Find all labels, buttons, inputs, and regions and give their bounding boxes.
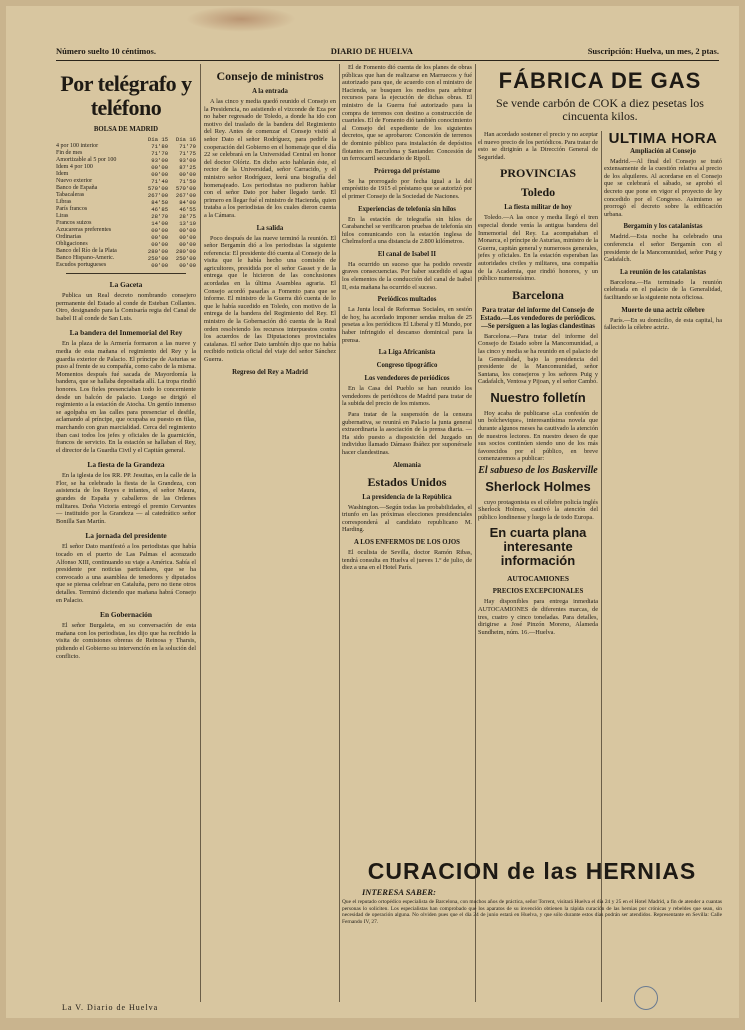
section-title: La fiesta de la Grandeza bbox=[87, 460, 165, 470]
column-2 bbox=[204, 64, 336, 1002]
article-text: Ha ocurrido un suceso que ha podido revestir graves consecuencias. Por haber sucedido el agua los elementos de la conducción del canal de Isabel II, esta mañana ha ocurrido el suceso. bbox=[342, 260, 472, 291]
bolsa-label: Liras bbox=[56, 213, 69, 219]
section-title: La fiesta militar de hoy bbox=[504, 204, 572, 212]
section-title: La presidencia de la República bbox=[362, 493, 452, 501]
column-rule bbox=[200, 64, 201, 1002]
bolsa-value: 250'00 bbox=[147, 255, 169, 262]
article-text: El señor Burgaleta, en su conversación de esta mañana con los periodistas, les dijo que ha recibido la visita de comisiones obreras de Reinosa y Tharsis, pidiendo el Gobierno su intervención en la solución del conflicto. bbox=[56, 622, 196, 660]
bolsa-row bbox=[56, 150, 196, 157]
novel-title: El sabueso de los Baskerville bbox=[478, 465, 598, 477]
article-text: Se ha prorrogado por fecha igual a la del empréstito de 1915 el préstamo que se autorizó por el primer Consejo de la Sociedad de Naciones. bbox=[342, 177, 472, 200]
bolsa-value: 280'00 bbox=[147, 248, 169, 255]
bolsa-value: 250'00 bbox=[175, 255, 196, 262]
bolsa-label: Azucareras preferentes bbox=[56, 227, 112, 233]
bolsa-value: 71'80 bbox=[151, 143, 169, 150]
bolsa-value: 570'00 bbox=[147, 185, 169, 192]
article-text: En la estación de telegrafía sin hilos de Carabanchel se verificaron pruebas de telefonía sin hilos comunicando con la estación inglesa de Chelmsford a una distancia de 2.800 kilómetros. bbox=[342, 215, 472, 246]
article-text: El oculista de Sevilla, doctor Ramón Ribas, tendrá consulta en Huelva el jueves 1.º de julio, de diez a una en el Hotel París. bbox=[342, 548, 472, 572]
bolsa-label: Fin de mes bbox=[56, 150, 83, 156]
bolsa-label: Obligaciones bbox=[56, 241, 88, 247]
folletin-title: Nuestro folletín bbox=[490, 389, 586, 405]
bolsa-value: 71'50 bbox=[179, 178, 196, 185]
bolsa-value: 00'00 bbox=[151, 227, 169, 234]
section-title: Estados Unidos bbox=[367, 474, 447, 489]
bolsa-label: Ordinarias bbox=[56, 234, 82, 240]
section-title: Ampliación al Consejo bbox=[630, 147, 696, 155]
bolsa-row bbox=[56, 234, 196, 241]
column-5 bbox=[604, 131, 722, 843]
bolsa-label: 4 por 100 interior bbox=[56, 143, 99, 149]
section-title: La jornada del presidente bbox=[85, 531, 167, 541]
column-rule bbox=[339, 64, 340, 1002]
bolsa-row bbox=[56, 255, 196, 262]
section-title: La Liga Africanista bbox=[378, 349, 436, 357]
novel-title: Sherlock Holmes bbox=[485, 478, 591, 494]
headline-telegrafo: Por telégrafo y teléfono bbox=[60, 71, 192, 120]
article-text: La Junta local de Reformas Sociales, en sesión de hoy, ha acordado imponer sendas multas de 25 pesetas a los periódicos El Liberal y El Mundo, por haber infringido el descanso dominical para la prensa. bbox=[342, 306, 472, 344]
provincias-title: PROVINCIAS bbox=[499, 166, 576, 181]
section-title: Alemania bbox=[393, 461, 421, 469]
article-text: Madrid.—Esta noche ha celebrado una conferencia el señor Bergamín con el presidente de la Mancomunidad, señor Puig y Cadafalch. bbox=[604, 233, 722, 264]
bolsa-row bbox=[56, 220, 196, 227]
section-title: La salida bbox=[256, 224, 284, 232]
section-title: Experiencias de telefonía sin hilos bbox=[358, 205, 456, 213]
bolsa-row bbox=[56, 241, 196, 248]
article-text: Para tratar de la suspensión de la censura gubernativa, se reunirá en Palacio la junta general extraordinaria la asociación de la prensa diaria. —Ha sido puesto a disposición del Juzgado un individuo llamado Dámaso Ibáñez por suponérsele hacer clandestinas. bbox=[342, 411, 472, 456]
bolsa-row bbox=[56, 185, 196, 192]
article-text: Han acordado sostener el precio y no aceptar el nuevo precio de los periódicos. Para tratar de esto se dirigirán a la Dirección General de Seguridad. bbox=[478, 131, 598, 161]
masthead-title: DIARIO DE HUELVA bbox=[330, 46, 413, 56]
article-text: Washington.—Según todas las probabilidades, el triunfo en las próximas elecciones presidenciales corresponderá al candidato republicano M. Harding. bbox=[342, 503, 472, 534]
column-1 bbox=[56, 64, 196, 1002]
section-title: A la entrada bbox=[252, 88, 288, 95]
bolsa-header-cell: Día 16 bbox=[175, 136, 196, 143]
bolsa-row bbox=[56, 248, 196, 255]
section-title: A LOS ENFERMOS DE LOS OJOS bbox=[354, 538, 460, 546]
ultima-hora-title: ULTIMA HORA bbox=[608, 131, 718, 147]
bolsa-row bbox=[56, 262, 196, 269]
article-text: Poco después de las nueve terminó la reunión. El señor Bergamín dió a los periodistas la siguiente referencia: El presidente dió cuenta al Consejo de la visita que le había hecho una comisión de agricultores, presidida por el señor Gasset y de la entrega que le hicieron de las conclusiones acordadas en la última Asamblea agraria. El Consejo acordó pasarlas a Fomento para que se informe. El ministro de la Guerra dió cuenta de lo que le había sucedido en Toledo, con motivo de la entrega de la bandera del Regimiento del Rey. El ministro de la Gobernación dió cuenta de la Real orden resolviendo los recursos interpuestos contra los acuerdos de las Diputaciones provinciales catalanas. El señor Dato también dijo que no había recibido noticia oficial del viaje del señor Sánchez Guerra. bbox=[204, 234, 336, 363]
bolsa-value: 00'00 bbox=[179, 171, 196, 178]
section-title: Periódicos multados bbox=[377, 296, 437, 304]
masthead-price: Número suelto 10 céntimos. bbox=[56, 46, 156, 56]
divider bbox=[66, 273, 186, 274]
article-text: El señor Dato manifestó a los periodistas que había tocado en el puerto de Las Palmas el acorazado Alfonso XIII, continuando su viaje a América. Sabía el presidente por noticias particulares, que se ha convocado a una asamblea de tenedores y diputados que se piensa celebrar en Cataluña, pero no tiene otros detalles. Terminó diciendo que mañana habrá Consejo en Palacio. bbox=[56, 543, 196, 604]
bolsa-value: 87'25 bbox=[179, 164, 196, 171]
section-title: La Gaceta bbox=[109, 280, 143, 289]
article-text: Toledo.—A las once y media llegó el tren especial donde venía la antigua bandera del Inmemorial del Rey. La acompañaban el Monarca, el príncipe de Asturias, ministro de la Guerra, capitán general y numerosos generales, jefes y oficiales. En la estación esperaban las autoridades civiles y militares, una compañía de la Academia, que rindió honores, y un público numerosísimo. bbox=[478, 214, 598, 283]
bolsa-header-row bbox=[56, 136, 196, 143]
ad-title: FÁBRICA DE GAS bbox=[498, 68, 702, 93]
cuarta-plana: En cuarta plana interesante información bbox=[489, 525, 587, 569]
article-text: Barcelona.—Ha terminado la reunión celebrada en el palacio de la Generalidad, facilitando se la siguiente nota oficiosa. bbox=[604, 278, 722, 301]
hernias-ad bbox=[342, 858, 722, 1002]
bolsa-value: 00'00 bbox=[151, 171, 169, 178]
bolsa-value: 71'70 bbox=[179, 143, 196, 150]
autocamiones-title: AUTOCAMIONES bbox=[507, 574, 569, 584]
bolsa-value: 71'40 bbox=[151, 178, 169, 185]
bolsa-value: 46'85 bbox=[151, 206, 169, 213]
masthead bbox=[56, 46, 719, 61]
bolsa-value: 00'00 bbox=[179, 227, 196, 234]
article-text: Publica un Real decreto nombrando consejero permanente del Estado al conde de Esteban Collantes. Otro, designando para la Comisaría regia del Canal de Isabel II al conde de San Luis. bbox=[56, 292, 196, 322]
library-stamp bbox=[634, 986, 658, 1010]
bolsa-label: Idem bbox=[56, 171, 69, 177]
bolsa-row bbox=[56, 171, 196, 178]
article-text: En la Casa del Pueblo se han reunido los vendedores de periódicos de Madrid para tratar de la subida del precio de los mismos. bbox=[342, 385, 472, 408]
section-title: Bergamín y los catalanistas bbox=[623, 223, 703, 231]
ink-stain bbox=[186, 6, 296, 32]
bolsa-label: Banco de España bbox=[56, 185, 98, 191]
bolsa-value: 46'55 bbox=[179, 206, 196, 213]
hernias-text: Que el reputado ortopédico especialista de Barcelona, con muchos años de práctica, señor Torrent, visitará Huelva el día 24 y 25 en el Hotel Madrid, a fin de atender a cuantas personas lo soliciten. Los especialistas han comprobado que los aparatos de su invención obtienen la rápida curación de las hernias por crónicas y rebeldes que sean, sin necesidad de operación alguna. No olviden pues que el día 24 de junio estará en Huelva, y que sólo durante estos días podrán ser atendidos. Representante en Sevilla: Calle Fernando IV, 27. bbox=[342, 899, 722, 925]
ad-text: Se vende carbón de COK a diez pesetas los cincuenta kilos. bbox=[496, 96, 704, 123]
bolsa-table bbox=[56, 136, 196, 269]
hernias-subtitle: INTERESA SABER: bbox=[362, 887, 436, 897]
bolsa-value: 84'50 bbox=[151, 199, 169, 206]
bolsa-value: 28'70 bbox=[151, 213, 169, 220]
article-text: Hay disponibles para entrega inmediata AUTOCAMIONES de diferentes marcas, de tres, cuatro y cinco toneladas. Para detalles, dirigirse a José Pinzón Moreno, Alameda Sundheim, núm. 16.—Huelva. bbox=[478, 598, 598, 636]
section-title: Congreso tipográfico bbox=[376, 362, 438, 370]
bolsa-row bbox=[56, 157, 196, 164]
bolsa-label: Banco Hispano-Americ. bbox=[56, 255, 115, 261]
bolsa-label: Idem 4 por 100 bbox=[56, 164, 93, 170]
section-title: Los vendedores de periódicos bbox=[364, 375, 450, 383]
bolsa-row bbox=[56, 143, 196, 150]
page-footer: La V. Diario de Huelva bbox=[62, 1003, 159, 1012]
section-title: Para tratar del informe del Consejo de Estado.—Los vendedores de periódicos.—Se persiguen a las logias clandestinas bbox=[480, 306, 596, 330]
section-title: La reunión de los catalanistas bbox=[620, 268, 706, 276]
article-text: París.—En su domicilio, de esta capital, ha fallecido la célebre actriz. bbox=[604, 316, 722, 332]
section-title: En Gobernación bbox=[100, 610, 152, 620]
bolsa-value: 71'70 bbox=[151, 150, 169, 157]
bolsa-label: París francos bbox=[56, 206, 88, 212]
bolsa-value: 267'00 bbox=[175, 192, 196, 199]
bolsa-value: 93'00 bbox=[151, 157, 169, 164]
section-title: El canal de Isabel II bbox=[377, 250, 437, 258]
bolsa-row bbox=[56, 178, 196, 185]
article-text: cuyo protagonista es el célebre policía inglés Sherlock Holmes, cautivó la atención del público londinense y luego la de todo Europa. bbox=[478, 498, 598, 521]
hernias-title: CURACION de las HERNIAS bbox=[367, 858, 697, 884]
article-text: En la plaza de la Armería formaron a las nueve y media de esta mañana el regimiento del Rey y la guardia exterior de Palacio. El príncipe de Asturias se puso al frente de su compañía, como cabo de la misma. Momentos después fué sacada de Mayordomía la bandera, que se hallaba depositada allí. La tropa rindió honores. Los fieles presenciaban todo lo concerniente desde un balcón de palacio. Luego se dirigió el regimiento a la estación de Atocha. Un gentío inmenso se agolpaba en las calles para presenciar el desfile, aclamando al príncipe, que ocupaba su puesto en filas, marchando con gran marcialidad. Cerca del regimiento iban casi todos los jefes y oficiales de la guarnición, francos de servicio. En la estación se hallaban el Rey, el director de la Guardia Civil y el Capitán general. bbox=[56, 340, 196, 454]
bolsa-value: 28'75 bbox=[179, 213, 196, 220]
article-text: El de Fomento dió cuenta de los planes de obras públicas que han de realizarse en Marruecos y fué autorizado para que, de acuerdo con el ministro de Hacienda, se busquen los medios para arbitrar recursos para la ejecución de dichas obras. El ministro de la Guerra fué autorizado para la compra de terrenos con destino a construcción de cuarteles. El de Fomento dió también conocimiento al Consejo del expediente de los siguientes decretos, que se aprobaron: Concesión de terrenos de dominio público para instalación de depósitos flotantes en Barcelona y Santander. Concesión de un ferrocarril secundario de Ripoll. bbox=[342, 64, 472, 163]
bolsa-value: 267'00 bbox=[147, 192, 169, 199]
bolsa-value: 00'00 bbox=[151, 164, 169, 171]
headline-consejo: Consejo de ministros bbox=[216, 69, 324, 83]
bolsa-row bbox=[56, 199, 196, 206]
bolsa-row bbox=[56, 164, 196, 171]
bolsa-value: 00'00 bbox=[151, 262, 169, 269]
bolsa-value: 280'00 bbox=[175, 248, 196, 255]
bolsa-label: Banco del Río de la Plata bbox=[56, 248, 117, 254]
bolsa-value: 00'00 bbox=[179, 234, 196, 241]
article-text: Barcelona.—Para tratar del informe del Consejo de Estado sobre la Mancomunidad, a las cinco y media se ha reunido en el palacio de la Generalidad, bajo la presidencia del presidente de la Mancomunidad, señor Santana, los consejeros y los señores Puig y Cadafalch, Ventosa y Pijoan, y el señor Cambó. bbox=[478, 332, 598, 386]
bolsa-value: 00'00 bbox=[151, 234, 169, 241]
gas-factory-ad bbox=[478, 64, 722, 124]
article-text: Hoy acaba de publicarse «La confesión de un bolchevique», interesantísima novela que durante algunos meses ha cautivado la atención de nuestros lectores. En nuestro deseo de que sus socios continúen siendo uno de los más favorecidos por el público, en breve comenzaremos a publicar: bbox=[478, 409, 598, 463]
bolsa-row bbox=[56, 227, 196, 234]
article-text: Madrid.—Al final del Consejo se trató extensamente de la cuestión relativa al precio de los alquileres. Al acordarse en el Consejo que se celebrará el sábado, se aprobó el decreto que pone en vigor el proyecto de ley concedido por el Congreso. Asimismo se prorrogó el decreto sobre la edificación urbana. bbox=[604, 157, 722, 218]
bolsa-label: Libras bbox=[56, 199, 72, 205]
bolsa-title: BOLSA DE MADRID bbox=[93, 126, 159, 133]
bolsa-value: 14'00 bbox=[151, 220, 169, 227]
bolsa-value: 00'00 bbox=[179, 262, 196, 269]
masthead-subscription: Suscripción: Huelva, un mes, 2 ptas. bbox=[587, 46, 719, 56]
bolsa-header-cell bbox=[56, 136, 140, 143]
section-title: Prórroga del préstamo bbox=[374, 167, 440, 175]
column-4 bbox=[478, 131, 598, 843]
newspaper-page bbox=[6, 6, 739, 1018]
bolsa-value: 84'00 bbox=[179, 199, 196, 206]
section-title: Regreso del Rey a Madrid bbox=[232, 368, 308, 376]
city-title: Barcelona bbox=[512, 287, 564, 302]
city-title: Toledo bbox=[520, 185, 556, 200]
article-text: En la iglesia de los RR. PP. Jesuitas, en la calle de la Flor, se ha celebrado la fiesta de la Grandeza, con asistencia de los Reyes e infantes, el señor Maura, grandes de España y caballeros de las Ordenes militares. Doña Victoria entregó el premio Cervantes — instituido por la Grandeza — al catedrático señor Bonilla San Martín. bbox=[56, 472, 196, 525]
article-text: A las cinco y media quedó reunido el Consejo en la Presidencia, no asistiendo el vizconde de Eza por no haber regresado de Toledo, a donde ha ido con motivo del traslado de la bandera del Regimiento del Rey. Antes de comenzar el Consejo visitó al señor Dato el señor Rodríguez, para pedirle la cooperación del Gobierno en el homenaje que el día 22 se celebrará en la Universidad Central en honor del doctor Olóriz. En dicho acto hablarán éste, el rector de la Universidad, señor Carracido, y el ministro señor Rodríguez, leerá una biografía del homenajeado. Los periodistas no pudieron hablar con el señor Dato por haber llegado tarde. El primero en llegar fué el ministro de Hacienda, quien trataba a los periodistas de los cuales dieron cuenta a la Cámara. bbox=[204, 98, 336, 219]
bolsa-label: Tabacaleras bbox=[56, 192, 85, 198]
bolsa-label: Nuevo exterior bbox=[56, 178, 93, 184]
bolsa-value: 00'00 bbox=[151, 241, 169, 248]
bolsa-row bbox=[56, 192, 196, 199]
bolsa-value: 00'00 bbox=[179, 241, 196, 248]
bolsa-label: Amortizable al 5 por 100 bbox=[56, 157, 117, 163]
bolsa-header-cell: Día 15 bbox=[147, 136, 169, 143]
bolsa-value: 570'00 bbox=[175, 185, 196, 192]
bolsa-label: Escudos portugueses bbox=[56, 262, 107, 268]
bolsa-label: Francos suizos bbox=[56, 220, 92, 226]
autocamiones-subtitle: PRECIOS EXCEPCIONALES bbox=[492, 588, 584, 596]
bolsa-value: 13'10 bbox=[179, 220, 196, 227]
bolsa-value: 93'00 bbox=[179, 157, 196, 164]
section-title: La bandera del Inmemorial del Rey bbox=[69, 328, 183, 338]
section-title: Muerte de una actriz célebre bbox=[621, 306, 705, 314]
bolsa-row bbox=[56, 213, 196, 220]
bolsa-value: 71'75 bbox=[179, 150, 196, 157]
bolsa-row bbox=[56, 206, 196, 213]
